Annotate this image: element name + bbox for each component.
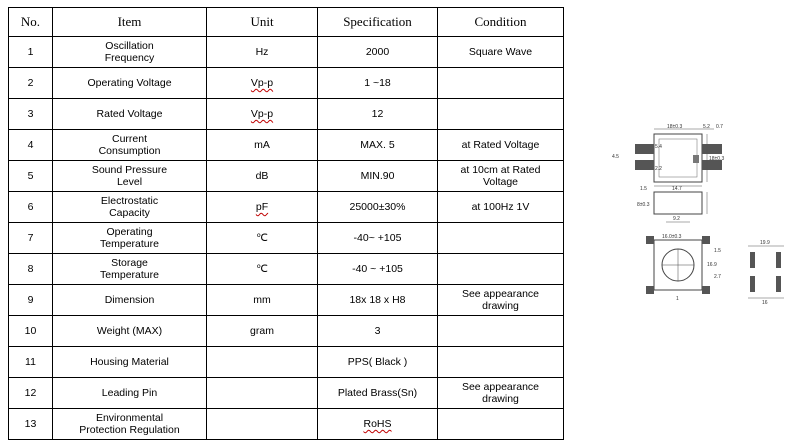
header-unit: Unit [207,8,318,37]
cell-no [9,161,53,192]
cell-item-text: Oscillation Frequency [104,40,155,64]
dim-pad-width: 9.2 [673,216,680,222]
cell-unit-text: pF [255,201,269,213]
table-row [9,37,564,68]
cell-condition [438,347,564,378]
cell-no-text: 12 [24,387,37,399]
cell-item-text: Rated Voltage [96,108,163,120]
header-condition: Condition [438,8,564,37]
table-row [9,285,564,316]
side-view [637,186,707,222]
table-header-row [9,8,564,37]
cell-specification-text: MAX. 5 [360,139,395,151]
cell-specification [318,130,438,161]
cell-condition-text: at 100Hz 1V [471,201,530,213]
cell-no [9,409,53,440]
table-row [9,316,564,347]
cell-item-text: Leading Pin [101,387,158,399]
cell-unit [207,37,318,68]
cell-condition [438,409,564,440]
cell-unit [207,130,318,161]
cell-no-text: 9 [27,294,34,306]
cell-no [9,192,53,223]
cell-specification-text: -40 ~ +105 [352,263,403,275]
cell-item [53,347,207,378]
top-view [612,124,724,182]
cell-unit-text: mm [253,294,271,306]
cell-specification-text: 1 ~18 [364,77,391,89]
cell-no [9,254,53,285]
cell-no-text: 8 [27,263,34,275]
table-row [9,409,564,440]
cell-item [53,223,207,254]
cell-unit [207,99,318,130]
dim-pad-a: 1.5 [714,248,721,254]
cell-item [53,37,207,68]
cell-no-text: 11 [25,356,36,368]
cell-specification [318,37,438,68]
cell-item-text: Weight (MAX) [96,325,163,337]
cell-specification-text: 25000±30% [349,201,406,213]
cell-condition [438,68,564,99]
table-row [9,254,564,285]
cell-specification-text: 3 [374,325,381,337]
cell-no [9,37,53,68]
cell-condition-text: at 10cm at Rated Voltage [460,164,541,188]
cell-unit-text: mA [254,139,270,151]
appearance-drawing [610,118,792,314]
dim-side-b: 2.2 [655,166,662,172]
cell-item [53,378,207,409]
cell-item-text: Environmental Protection Regulation [79,412,180,436]
cell-unit [207,378,318,409]
cell-condition-text: Square Wave [468,46,533,58]
cell-specification-text: 12 [371,108,384,120]
table-row [9,99,564,130]
cell-item-text: Storage Temperature [100,257,159,281]
cell-condition [438,130,564,161]
dim-pcb-width: 19.9 [760,240,770,246]
cell-unit [207,68,318,99]
cell-specification [318,285,438,316]
cell-condition [438,161,564,192]
dim-pad-b: 2.7 [714,274,721,280]
dim-right-b: 0.7 [716,124,723,130]
cell-no-text: 7 [27,232,34,244]
cell-item [53,285,207,316]
dim-height: 8±0.3 [637,202,650,208]
cell-condition [438,316,564,347]
cell-item-text: Housing Material [90,356,169,368]
cell-no-text: 13 [24,418,37,430]
dim-bottom-top: 16.0±0.3 [662,234,682,240]
cell-unit-text: dB [255,170,269,182]
table-row [9,223,564,254]
cell-specification [318,347,438,378]
cell-unit [207,254,318,285]
dim-pad-c: 16.9 [707,262,717,268]
cell-specification [318,378,438,409]
table-row [9,347,564,378]
cell-unit-text: gram [250,325,274,337]
cell-specification [318,99,438,130]
table-row [9,378,564,409]
cell-no [9,130,53,161]
cell-unit [207,161,318,192]
cell-unit-text: ℃ [256,263,268,275]
cell-unit-text: Vp-p [250,108,274,120]
cell-no-text: 4 [27,139,34,151]
dim-bottom-a: 1.5 [640,186,647,192]
cell-specification-text: PPS( Black ) [347,356,408,368]
bottom-view [646,234,721,302]
header-specification: Specification [318,8,438,37]
cell-specification-text: MIN.90 [360,170,395,182]
cell-no-text: 1 [27,46,34,58]
cell-specification [318,68,438,99]
cell-condition-text: See appearance drawing [461,288,540,312]
cell-item-text: Operating Temperature [100,226,159,250]
cell-unit [207,316,318,347]
cell-no-text: 10 [24,325,37,337]
pcb-layout [748,240,784,306]
cell-no-text: 5 [27,170,34,182]
cell-unit [207,285,318,316]
header-no: No. [9,8,53,37]
cell-specification [318,161,438,192]
cell-specification [318,192,438,223]
cell-no-text: 6 [27,201,34,213]
cell-item-text: Electrostatic Capacity [100,195,159,219]
cell-specification [318,223,438,254]
cell-specification-text: 18x 18 x H8 [349,294,406,306]
dim-side-c: 18±0.3 [709,156,725,162]
cell-specification-text: -40~ +105 [353,232,402,244]
cell-no [9,347,53,378]
cell-item-text: Current Consumption [98,133,161,157]
dim-pcb-height: 16 [762,300,768,306]
cell-item [53,161,207,192]
cell-item [53,130,207,161]
specification-table [8,7,564,440]
cell-no [9,378,53,409]
cell-unit [207,223,318,254]
cell-item [53,99,207,130]
cell-specification [318,316,438,347]
cell-condition-text: at Rated Voltage [461,139,540,151]
cell-condition [438,99,564,130]
cell-condition [438,285,564,316]
table-row [9,192,564,223]
dim-pad-d: 1 [676,296,679,302]
cell-unit-text: Vp-p [250,77,274,89]
table-row [9,161,564,192]
cell-unit [207,347,318,378]
cell-condition [438,378,564,409]
cell-no [9,99,53,130]
cell-condition [438,223,564,254]
cell-item-text: Operating Voltage [87,77,172,89]
cell-condition [438,192,564,223]
cell-no-text: 3 [27,108,34,120]
table-row [9,68,564,99]
cell-no [9,68,53,99]
cell-item [53,192,207,223]
cell-condition [438,37,564,68]
cell-item-text: Dimension [104,294,155,306]
cell-specification-text: Plated Brass(Sn) [337,387,418,399]
cell-condition-text: See appearance drawing [461,381,540,405]
cell-unit-text: ℃ [256,232,268,244]
cell-specification [318,409,438,440]
dim-side-a: 5.4 [655,144,662,150]
cell-no-text: 2 [27,77,34,89]
header-item: Item [53,8,207,37]
cell-item [53,68,207,99]
cell-specification-text: RoHS [363,418,392,430]
cell-unit-text: Hz [255,46,269,58]
cell-item [53,409,207,440]
cell-specification-text: 2000 [365,46,390,58]
cell-no [9,316,53,347]
table-row [9,130,564,161]
cell-unit [207,409,318,440]
cell-unit [207,192,318,223]
cell-specification [318,254,438,285]
dim-left-h: 4.5 [612,154,619,160]
cell-item [53,254,207,285]
cell-no [9,223,53,254]
dim-top-width: 18±0.3 [667,124,683,130]
cell-condition [438,254,564,285]
cell-no [9,285,53,316]
cell-item-text: Sound Pressure Level [91,164,168,188]
cell-item [53,316,207,347]
dim-bottom-b: 14.7 [672,186,682,192]
dim-right-a: 5.2 [703,124,710,130]
